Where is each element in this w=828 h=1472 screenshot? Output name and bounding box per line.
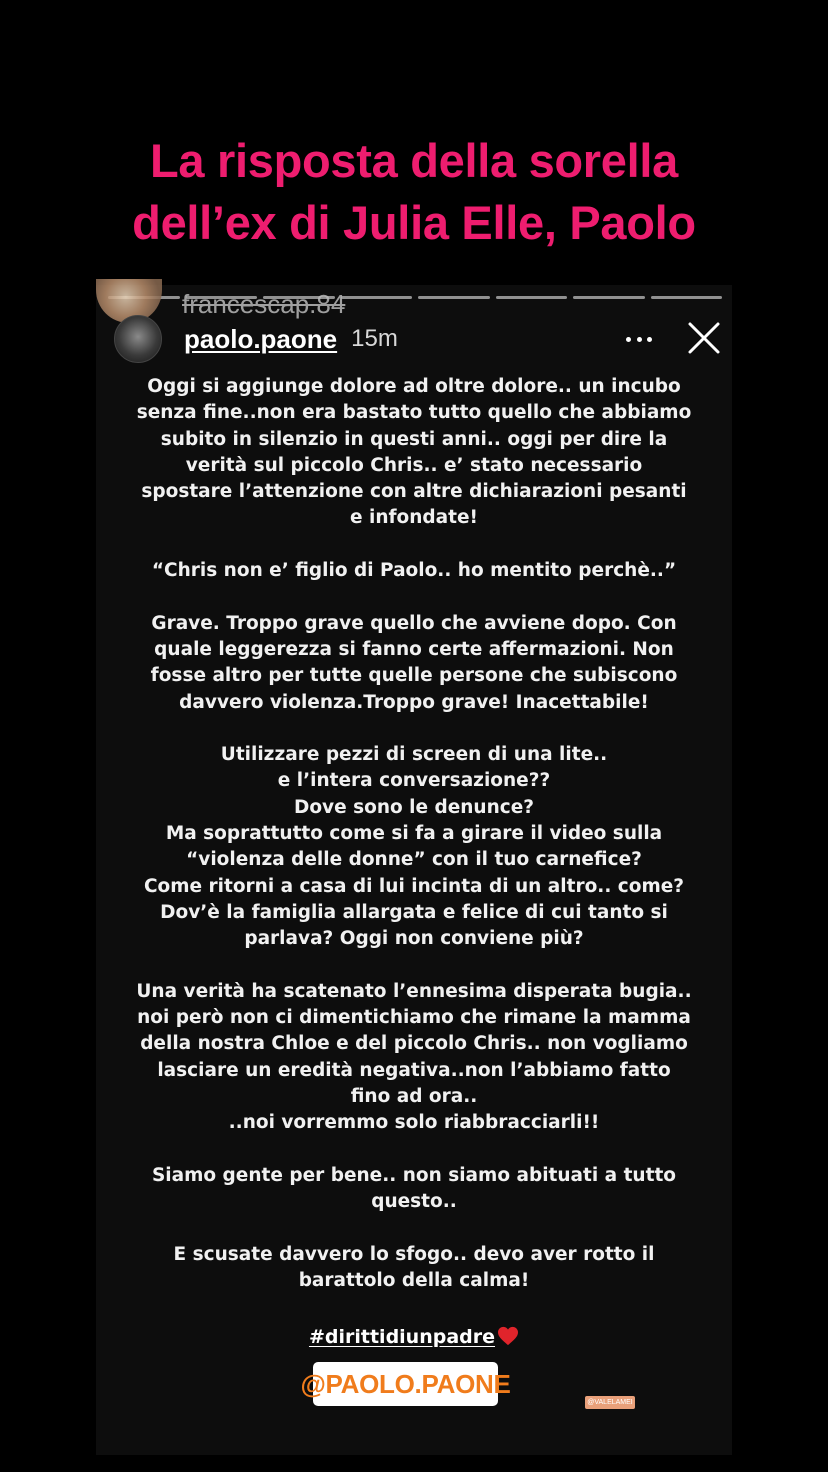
progress-segment xyxy=(651,296,723,299)
headline-line-2: dell’ex di Julia Elle, Paolo xyxy=(132,196,696,249)
progress-segment xyxy=(573,296,645,299)
story-header xyxy=(114,316,724,362)
close-icon[interactable] xyxy=(684,318,724,358)
story-body-text: Oggi si aggiunge dolore ad oltre dolore.. un incubo senza fine..non era bastato tutto quello che abbiamo subito in silenzio in questi anni.. oggi per dire la verità sul piccolo Chris.. e’ stato necessario spostare l’attenzione con altre dichiarazioni pesanti e infondate! “Chris non e’ figlio di Paolo.. ho mentito perchè..” Grave. Troppo grave quello che avviene dopo. Con quale leggerezza si fanno certe affermazioni. Non fosse altro per tutte quelle persone che subiscono davvero violenza.Troppo grave! Inacettabile! Utilizzare pezzi di screen di una lite.. e l’intera conversazione?? Dove sono le denunce? Ma soprattutto come si fa a girare il video sulla “violenza delle donne” con il tuo carnefice? Come ritorni a casa di lui incinta di un altro.. come? Dov’è la famiglia allargata e felice di cui tanto si parlava? Oggi non conviene più? Una verità ha scatenato l’ennesima disperata bugia.. noi però non ci dimentichiamo che rimane la mamma della nostra Chloe e del piccolo Chris.. non vogliamo lasciare un eredità negativa..non l’abbiamo fatto fino ad ora.. ..noi vorremmo solo riabbracciarli!! Siamo gente per bene.. non siamo abituati a tutto questo.. E scusate davvero lo sfogo.. devo aver rotto il barattolo della calma! xyxy=(136,376,692,1292)
progress-segment xyxy=(496,296,568,299)
progress-segment xyxy=(418,296,490,299)
hashtag-link[interactable]: #dirittidiunpadre xyxy=(308,1326,496,1348)
mention-sticker[interactable]: @PAOLO.PAONE xyxy=(313,1362,498,1406)
username-link[interactable]: paolo.paone xyxy=(184,323,338,354)
progress-segment xyxy=(341,296,413,299)
heart-icon xyxy=(497,1326,519,1346)
more-horizontal-icon[interactable] xyxy=(624,324,654,354)
previous-username: francescap.84 xyxy=(182,288,346,319)
hashtag-row xyxy=(0,1326,828,1348)
user-avatar[interactable] xyxy=(114,315,162,363)
watermark: @VALELAMEI xyxy=(585,1396,635,1409)
headline-line-1: La risposta della sorella xyxy=(150,134,678,187)
post-time: 15m xyxy=(351,325,398,352)
headline xyxy=(0,130,828,254)
